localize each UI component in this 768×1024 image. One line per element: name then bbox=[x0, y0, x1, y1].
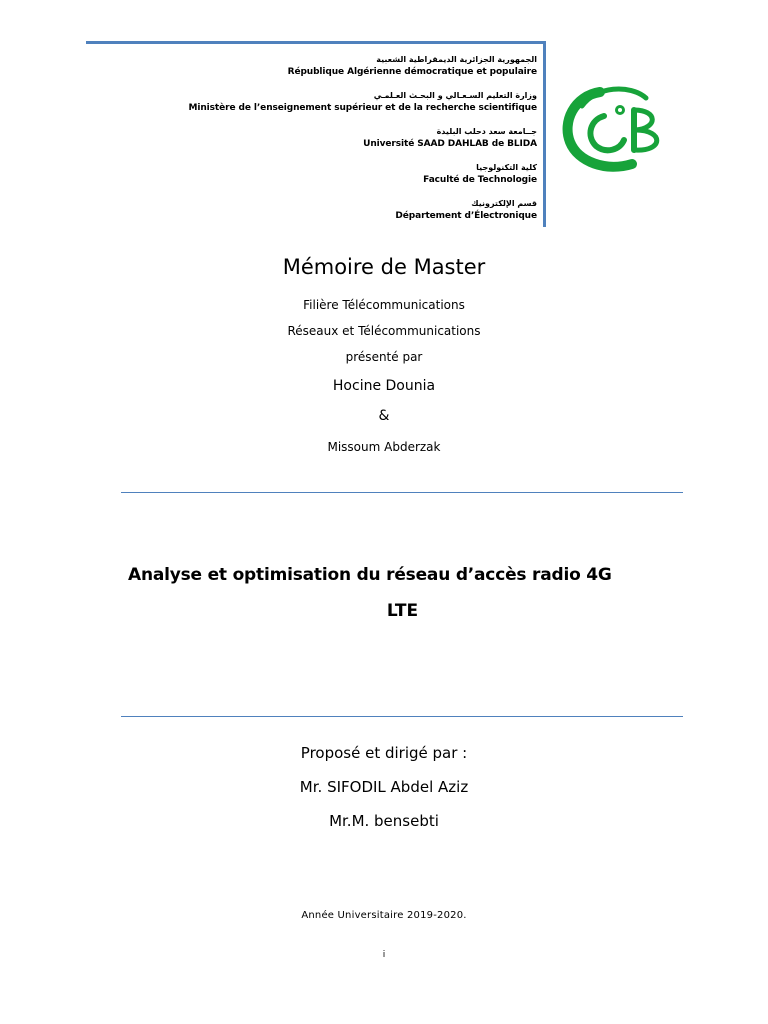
supervisor-name: Mr. SIFODIL Abdel Aziz bbox=[299, 778, 469, 796]
header-line-department bbox=[180, 198, 537, 222]
divider bbox=[121, 716, 683, 717]
thesis-title-line: Analyse et optimisation du réseau d’accès radio 4G bbox=[128, 565, 612, 585]
specialite-text: Réseaux et Télécommunications bbox=[287, 324, 481, 338]
filiere-text: Filière Télécommunications bbox=[303, 298, 465, 312]
arabic-text: كلية التكنولوجيا bbox=[476, 163, 537, 172]
header-frame-top bbox=[86, 41, 546, 44]
header-frame-right bbox=[543, 41, 546, 227]
institution-header bbox=[180, 54, 537, 234]
arabic-text: وزارة التعليم السـعـالي و البحـث العـلمـي bbox=[373, 91, 537, 100]
document-title: Mémoire de Master bbox=[282, 255, 486, 279]
header-line-ministry bbox=[180, 90, 537, 114]
presented-by-text: présenté par bbox=[345, 350, 423, 364]
university-logo bbox=[560, 80, 672, 172]
french-text: République Algérienne démocratique et populaire bbox=[287, 67, 537, 77]
supervision-label: Proposé et dirigé par : bbox=[300, 744, 468, 762]
supervisor-name: Mr.M. bensebti bbox=[329, 812, 439, 830]
author-name: Hocine Dounia bbox=[332, 378, 436, 394]
french-text: Ministère de l’enseignement supérieur et de la recherche scientifique bbox=[188, 103, 537, 113]
thesis-title-line: LTE bbox=[386, 601, 419, 621]
page-number: i bbox=[382, 950, 386, 960]
arabic-text: قسم الإلكترونيك bbox=[471, 199, 537, 208]
author-name: Missoum Abderzak bbox=[327, 440, 441, 454]
academic-year: Année Universitaire 2019-2020. bbox=[301, 910, 467, 921]
french-text: Université SAAD DAHLAB de BLIDA bbox=[363, 139, 537, 149]
header-line-university bbox=[180, 126, 537, 150]
french-text: Faculté de Technologie bbox=[423, 175, 537, 185]
divider bbox=[121, 492, 683, 493]
arabic-text: جــامعة سعد دحلب البليدة bbox=[436, 127, 537, 136]
header-line-faculty bbox=[180, 162, 537, 186]
arabic-text: الجمهورية الجزائرية الديمقراطية الشعبية bbox=[376, 55, 537, 64]
french-text: Département d’Électronique bbox=[395, 211, 537, 221]
ampersand-text: & bbox=[378, 408, 390, 424]
header-line-republic bbox=[180, 54, 537, 78]
